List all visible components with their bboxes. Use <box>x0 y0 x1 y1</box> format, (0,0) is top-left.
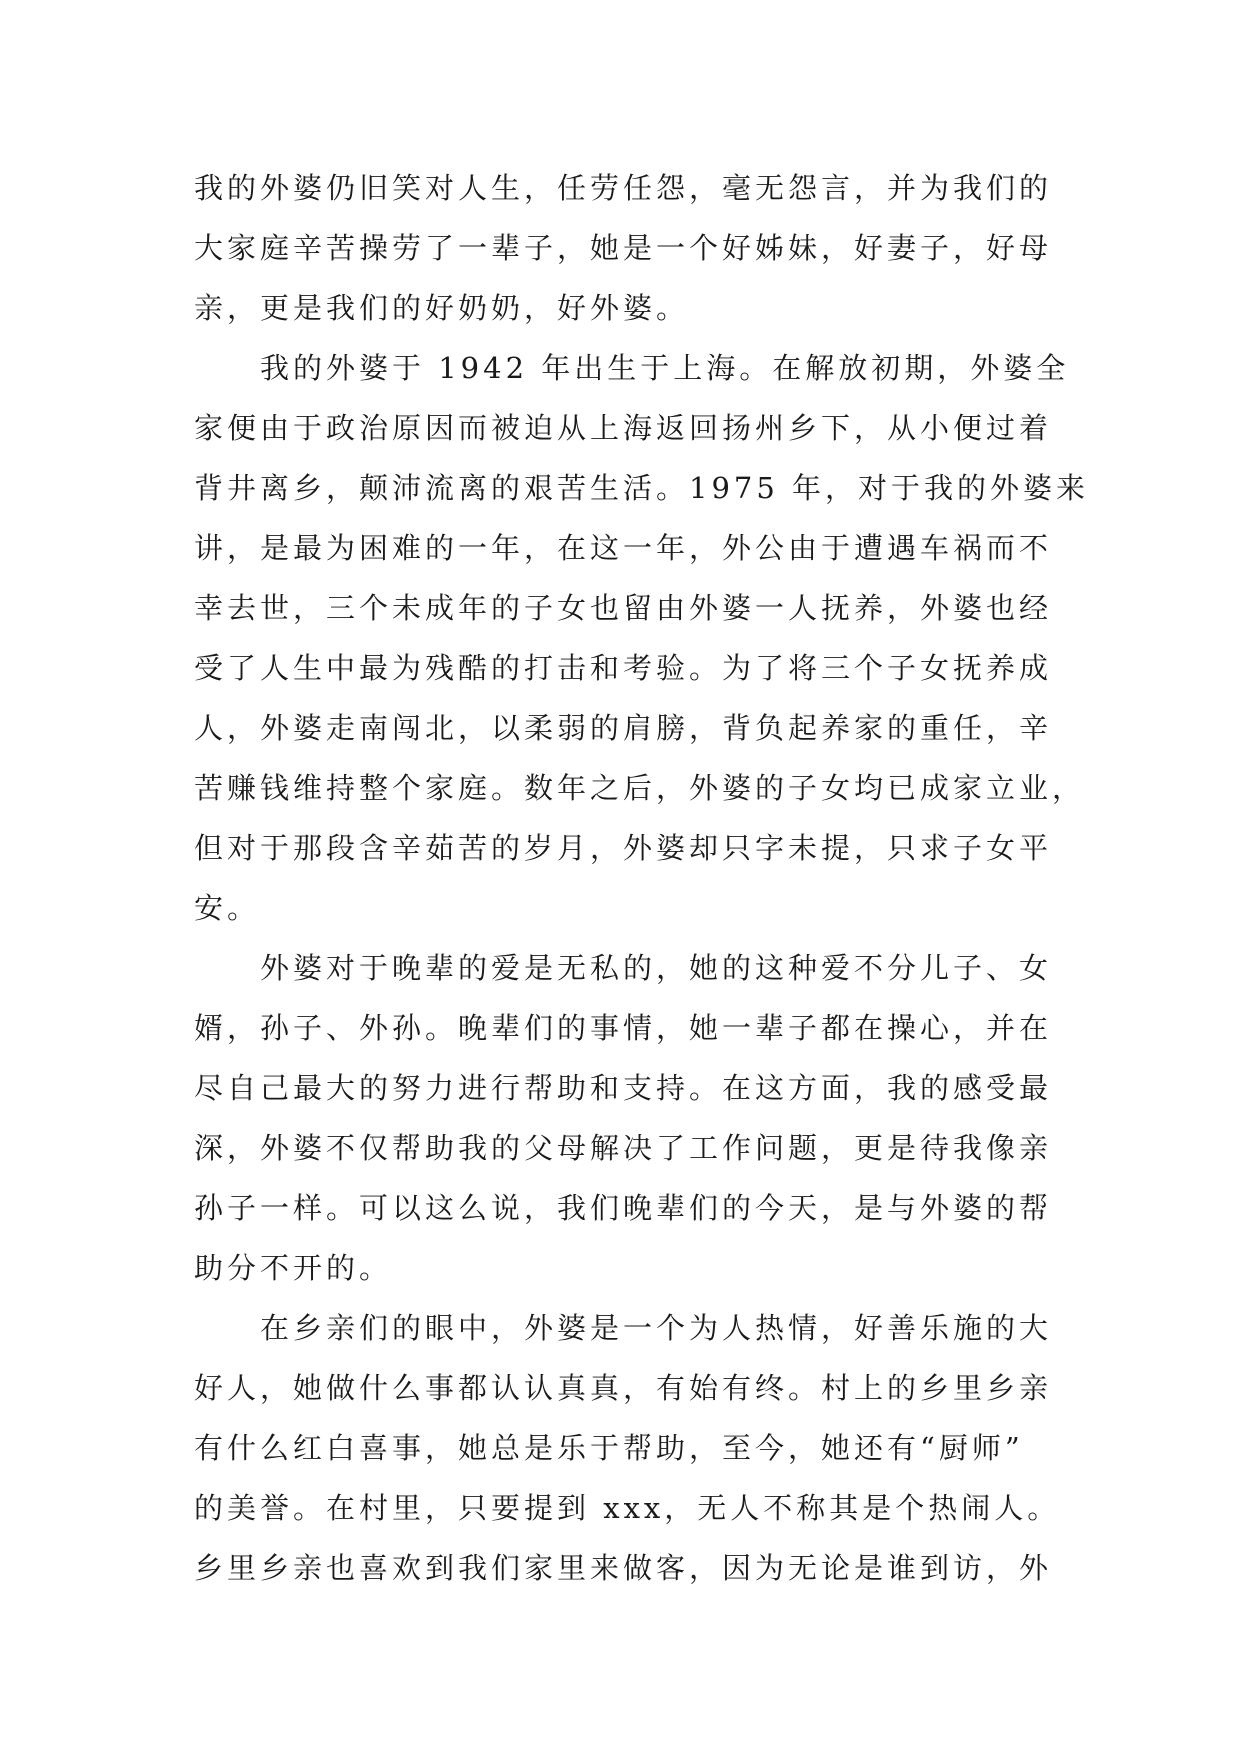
text-line: 的美誉。在村里，只要提到 xxx，无人不称其是个热闹人。 <box>194 1491 1061 1525</box>
text-line: 但对于那段含辛茹苦的岁月，外婆却只字未提，只求子女平 <box>194 831 1053 865</box>
text-line: 在乡亲们的眼中，外婆是一个为人热情，好善乐施的大 <box>260 1311 1053 1345</box>
text-line: 尽自己最大的努力进行帮助和支持。在这方面，我的感受最 <box>194 1071 1053 1105</box>
text-line: 孙子一样。可以这么说，我们晚辈们的今天，是与外婆的帮 <box>194 1191 1053 1225</box>
text-line: 人，外婆走南闯北，以柔弱的肩膀，背负起养家的重任，辛 <box>194 711 1053 745</box>
paragraph-2 <box>194 338 1090 938</box>
body-text <box>194 158 1090 1598</box>
text-line: 好人，她做什么事都认认真真，有始有终。村上的乡里乡亲 <box>194 1371 1053 1405</box>
text-line: 家便由于政治原因而被迫从上海返回扬州乡下，从小便过着 <box>194 411 1053 445</box>
text-line: 我的外婆于 1942 年出生于上海。在解放初期，外婆全 <box>260 351 1070 385</box>
text-line: 背井离乡，颠沛流离的艰苦生活。1975 年，对于我的外婆来 <box>194 471 1090 505</box>
text-line: 助分不开的。 <box>194 1251 393 1285</box>
text-line: 我的外婆仍旧笑对人生，任劳任怨，毫无怨言，并为我们的 <box>194 171 1053 205</box>
text-line: 讲，是最为困难的一年，在这一年，外公由于遭遇车祸而不 <box>194 531 1053 565</box>
text-line: 有什么红白喜事，她总是乐于帮助，至今，她还有“厨师” <box>194 1431 1024 1465</box>
paragraph-1 <box>194 158 1056 338</box>
text-line: 安。 <box>194 891 261 925</box>
text-line: 大家庭辛苦操劳了一辈子，她是一个好姊妹，好妻子，好母 <box>194 231 1053 265</box>
text-line: 乡里乡亲也喜欢到我们家里来做客，因为无论是谁到访，外 <box>194 1551 1053 1585</box>
text-line: 受了人生中最为残酷的打击和考验。为了将三个子女抚养成 <box>194 651 1053 685</box>
paragraph-4 <box>194 1298 1061 1598</box>
text-line: 苦赚钱维持整个家庭。数年之后，外婆的子女均已成家立业， <box>194 771 1086 805</box>
text-line: 深，外婆不仅帮助我的父母解决了工作问题，更是待我像亲 <box>194 1131 1053 1165</box>
text-line: 婿，孙子、外孙。晚辈们的事情，她一辈子都在操心，并在 <box>194 1011 1053 1045</box>
text-line: 外婆对于晚辈的爱是无私的，她的这种爱不分儿子、女 <box>260 951 1053 985</box>
text-line: 幸去世，三个未成年的子女也留由外婆一人抚养，外婆也经 <box>194 591 1053 625</box>
text-line: 亲，更是我们的好奶奶，好外婆。 <box>194 291 690 325</box>
paragraph-3 <box>194 938 1056 1298</box>
